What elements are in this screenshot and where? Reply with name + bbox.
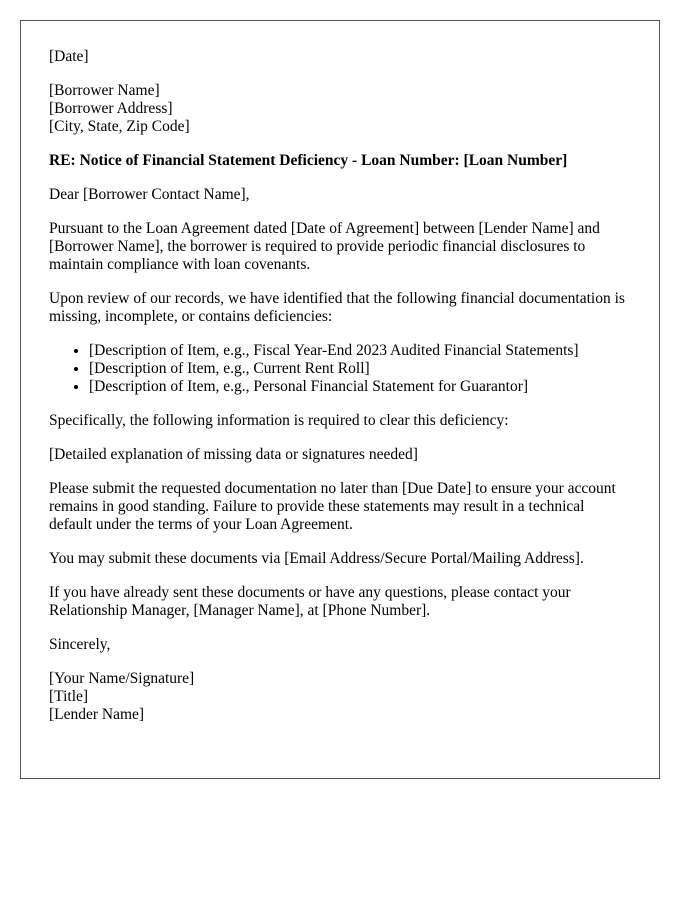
deficiency-item: • [Description of Item, e.g., Personal Financial Statement for Guarantor]: [89, 378, 631, 396]
paragraph-submit: You may submit these documents via [Email Address/Secure Portal/Mailing Address].: [49, 550, 584, 567]
recipient-block: [49, 82, 631, 136]
signature-lender: [Lender Name]: [49, 706, 145, 723]
signature-block: [49, 670, 631, 724]
recipient-address: [Borrower Address]: [49, 100, 173, 117]
letter-page: [20, 20, 660, 779]
deficiency-list: [49, 342, 631, 396]
paragraph-agreement: Pursuant to the Loan Agreement dated [Date of Agreement] between [Lender Name] and [Borrower Name], the borrower is required to provide periodic financial disclosures to maintain compliance with loan covenants.: [49, 220, 600, 273]
recipient-name: [Borrower Name]: [49, 82, 160, 99]
deficiency-item: • [Description of Item, e.g., Current Rent Roll]: [89, 360, 631, 378]
paragraph-contact: If you have already sent these documents or have any questions, please contact your Relationship Manager, [Manager Name], at [Phone Number].: [49, 584, 571, 619]
deficiency-item: • [Description of Item, e.g., Fiscal Year-End 2023 Audited Financial Statements]: [89, 342, 631, 360]
paragraph-due: Please submit the requested documentation no later than [Due Date] to ensure your account remains in good standing. Failure to provide these statements may result in a technical default under the terms of your Loan Agreement.: [49, 480, 616, 533]
paragraph-explanation: [Detailed explanation of missing data or signatures needed]: [49, 446, 418, 463]
letter-date: [Date]: [49, 48, 89, 65]
subject-line: RE: Notice of Financial Statement Deficiency - Loan Number: [Loan Number]: [49, 152, 568, 169]
paragraph-review: Upon review of our records, we have identified that the following financial documentation is missing, incomplete, or contains deficiencies:: [49, 290, 625, 325]
signature-name: [Your Name/Signature]: [49, 670, 195, 687]
signature-title: [Title]: [49, 688, 89, 705]
paragraph-specifics: Specifically, the following information is required to clear this deficiency:: [49, 412, 509, 429]
recipient-city-state-zip: [City, State, Zip Code]: [49, 118, 190, 135]
salutation: Dear [Borrower Contact Name],: [49, 186, 250, 203]
closing: Sincerely,: [49, 636, 111, 653]
